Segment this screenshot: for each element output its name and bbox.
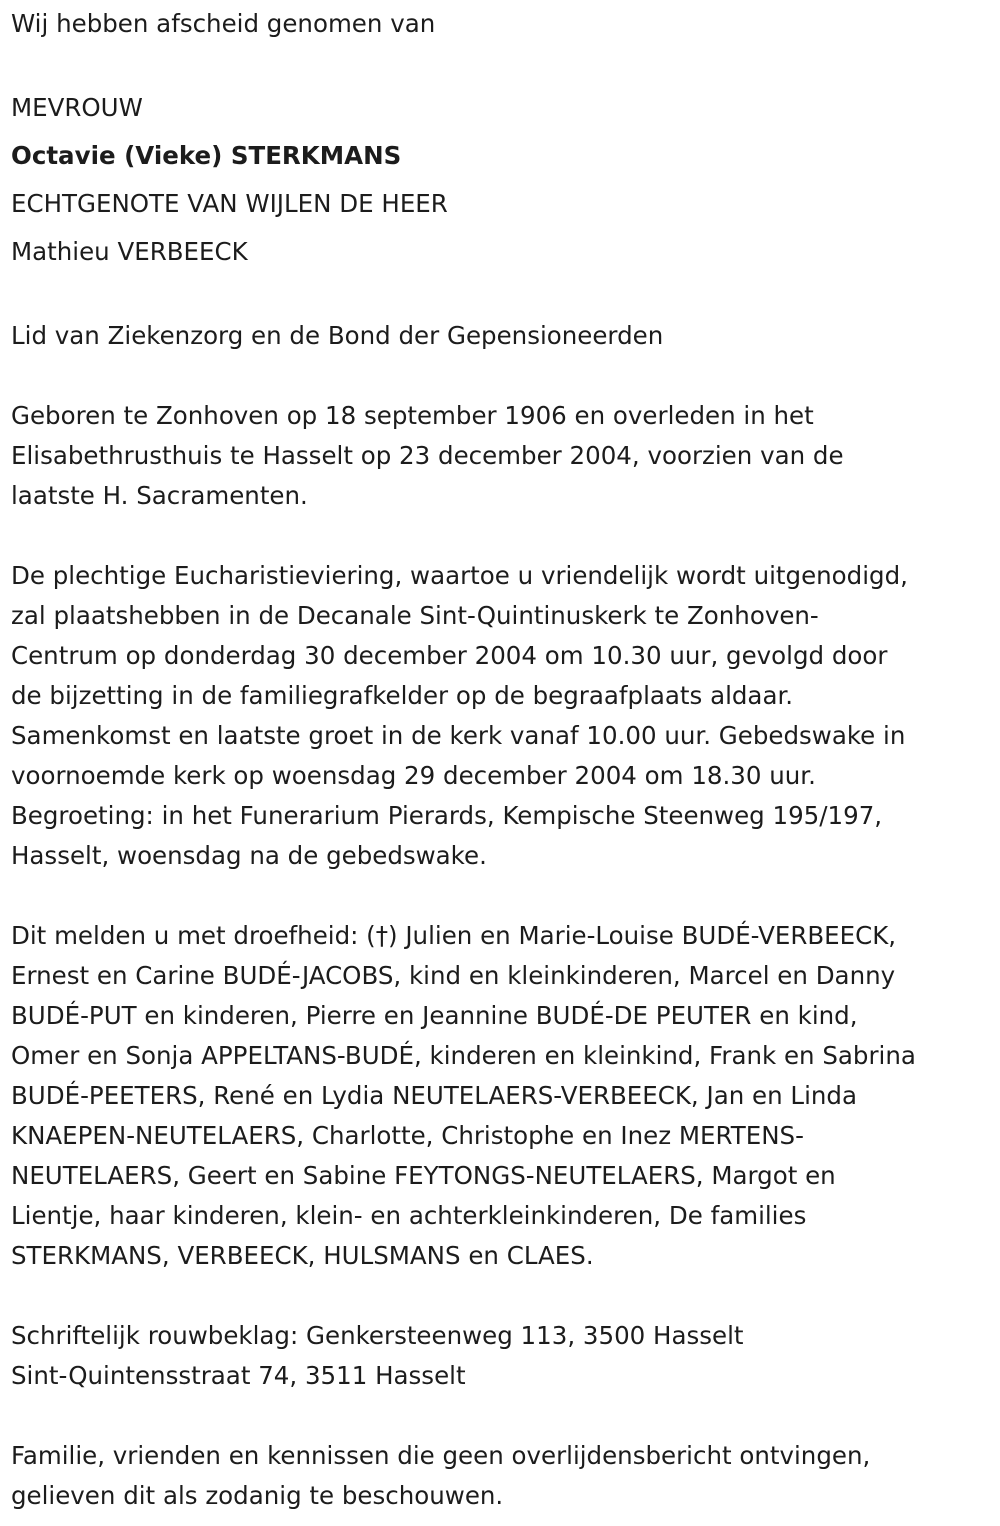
paragraph-line: Geboren te Zonhoven op 18 september 1906 en overleden in het (11, 401, 814, 430)
paragraph-line: KNAEPEN-NEUTELAERS, Charlotte, Christophe en Inez MERTENS- (11, 1121, 804, 1150)
paragraph-line: STERKMANS, VERBEECK, HULSMANS en CLAES. (11, 1241, 594, 1270)
condolences-paragraph (11, 1316, 992, 1396)
spacer (11, 876, 992, 916)
deceased-relation: ECHTGENOTE VAN WIJLEN DE HEER (11, 189, 448, 218)
paragraph-line: laatste H. Sacramenten. (11, 481, 308, 510)
paragraph-line: Schriftelijk rouwbeklag: Genkersteenweg 113, 3500 Hasselt (11, 1321, 744, 1350)
paragraph-line: voornoemde kerk op woensdag 29 december 2004 om 18.30 uur. (11, 761, 816, 790)
paragraph-line: Familie, vrienden en kennissen die geen overlijdensbericht ontvingen, (11, 1441, 871, 1470)
paragraph-line: zal plaatshebben in de Decanale Sint-Quintinuskerk te Zonhoven- (11, 601, 819, 630)
paragraph-line: Samenkomst en laatste groet in de kerk vanaf 10.00 uur. Gebedswake in (11, 721, 906, 750)
paragraph-line: BUDÉ-PUT en kinderen, Pierre en Jeannine BUDÉ-DE PEUTER en kind, (11, 1001, 858, 1030)
deceased-name: Octavie (Vieke) STERKMANS (11, 141, 402, 170)
paragraph-line: de bijzetting in de familiegrafkelder op de begraafplaats aldaar. (11, 681, 794, 710)
paragraph-line: gelieven dit als zodanig te beschouwen. (11, 1481, 504, 1510)
paragraph-line: BUDÉ-PEETERS, René en Lydia NEUTELAERS-VERBEECK, Jan en Linda (11, 1081, 857, 1110)
family-paragraph (11, 916, 992, 1276)
paragraph-line: Centrum op donderdag 30 december 2004 om 10.30 uur, gevolgd door (11, 641, 888, 670)
birth-death-paragraph (11, 396, 992, 516)
spacer (11, 516, 992, 556)
paragraph-line: Dit melden u met droefheid: (†) Julien en Marie-Louise BUDÉ-VERBEECK, (11, 921, 897, 950)
paragraph-line: Hasselt, woensdag na de gebedswake. (11, 841, 487, 870)
paragraph-line: Begroeting: in het Funerarium Pierards, Kempische Steenweg 195/197, (11, 801, 883, 830)
paragraph-line: Ernest en Carine BUDÉ-JACOBS, kind en kleinkinderen, Marcel en Danny (11, 961, 896, 990)
deceased-title: MEVROUW (11, 93, 143, 122)
paragraph-line: Sint-Quintensstraat 74, 3511 Hasselt (11, 1361, 466, 1390)
closing-paragraph (11, 1436, 992, 1516)
paragraph-line: De plechtige Eucharistieviering, waartoe u vriendelijk wordt uitgenodigd, (11, 561, 908, 590)
spacer (11, 1276, 992, 1316)
spacer (11, 356, 992, 396)
intro-text: Wij hebben afscheid genomen van (11, 9, 436, 38)
spacer (11, 44, 992, 84)
membership-text: Lid van Ziekenzorg en de Bond der Gepensioneerden (11, 321, 664, 350)
paragraph-line: NEUTELAERS, Geert en Sabine FEYTONGS-NEUTELAERS, Margot en (11, 1161, 836, 1190)
ceremony-paragraph (11, 556, 992, 876)
paragraph-line: Omer en Sonja APPELTANS-BUDÉ, kinderen en kleinkind, Frank en Sabrina (11, 1041, 916, 1070)
deceased-spouse: Mathieu VERBEECK (11, 237, 248, 266)
paragraph-line: Lientje, haar kinderen, klein- en achterkleinkinderen, De families (11, 1201, 807, 1230)
paragraph-line: Elisabethrusthuis te Hasselt op 23 december 2004, voorzien van de (11, 441, 844, 470)
spacer (11, 1396, 992, 1436)
spacer (11, 276, 992, 316)
